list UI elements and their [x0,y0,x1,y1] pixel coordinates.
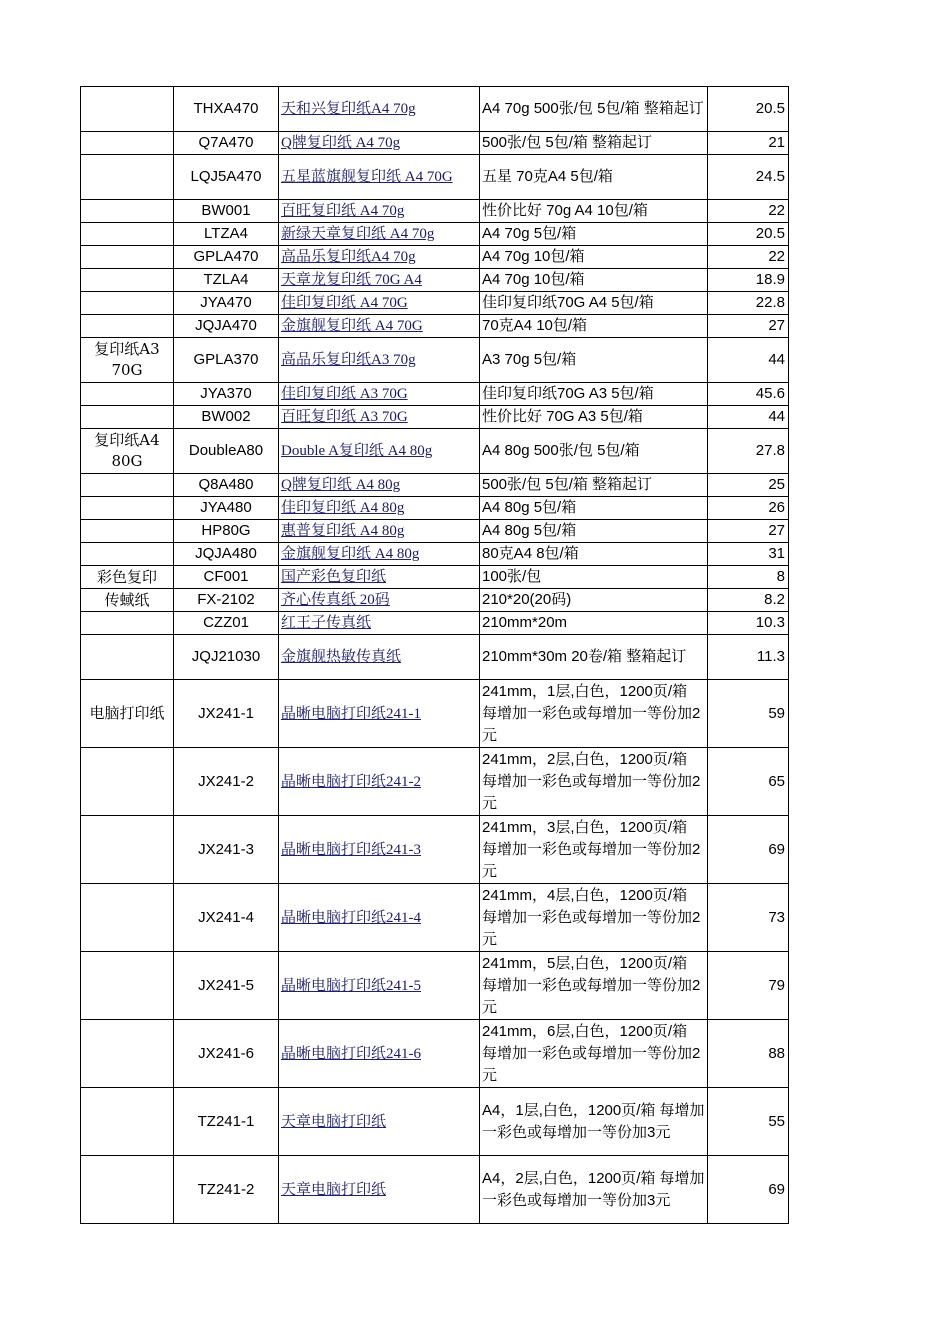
category-cell [81,223,174,246]
product-code-cell: TZ241-1 [174,1088,279,1156]
product-name-link[interactable] [279,155,480,200]
category-cell [81,884,174,952]
table-row [81,520,789,543]
price-cell: 20.5 [708,223,789,246]
price-cell: 22 [708,200,789,223]
table-row [81,1156,789,1224]
product-name-link[interactable] [279,543,480,566]
table-row [81,200,789,223]
product-name-link[interactable] [279,223,480,246]
product-name-link[interactable] [279,680,480,748]
product-code-cell: LTZA4 [174,223,279,246]
table-row [81,497,789,520]
spec-cell: 241mm，1层,白色，1200页/箱 每增加一彩色或每增加一等份加2元 [480,680,708,748]
product-code-cell: JX241-3 [174,816,279,884]
spec-cell: 210*20(20码) [480,589,708,612]
product-name-text[interactable]: 百旺复印纸 A3 70G [281,409,408,425]
product-code-cell: Q7A470 [174,132,279,155]
category-cell [81,292,174,315]
spec-cell: 70克A4 10包/箱 [480,315,708,338]
category-cell: 复印纸A3 70G [81,338,174,383]
spec-cell: 210mm*20m [480,612,708,635]
product-name-text[interactable]: 天章电脑打印纸 [281,1113,387,1130]
price-cell: 73 [708,884,789,952]
spec-cell: 241mm，2层,白色，1200页/箱 每增加一彩色或每增加一等份加2元 [480,748,708,816]
spec-cell: 241mm，6层,白色，1200页/箱 每增加一彩色或每增加一等份加2元 [480,1020,708,1088]
product-name-link[interactable] [279,200,480,223]
price-cell: 44 [708,406,789,429]
product-code-cell: THXA470 [174,87,279,132]
price-table [80,86,789,1224]
category-cell: 电脑打印纸 [81,680,174,748]
price-cell: 18.9 [708,269,789,292]
table-row [81,589,789,612]
price-cell: 22.8 [708,292,789,315]
category-cell [81,155,174,200]
category-cell [81,543,174,566]
product-code-cell: JX241-5 [174,952,279,1020]
category-cell [81,1156,174,1224]
product-code-cell: JQJA480 [174,543,279,566]
product-name-link[interactable] [279,246,480,269]
table-row [81,1088,789,1156]
table-row [81,612,789,635]
table-row [81,635,789,680]
product-name-text[interactable]: 金旗舰复印纸 A4 70G [281,318,423,334]
spec-cell: A4 70g 500张/包 5包/箱 整箱起订 [480,87,708,132]
category-cell: 复印纸A4 80G [81,429,174,474]
product-name-text[interactable]: 国产彩色复印纸 [281,569,387,585]
category-cell [81,1020,174,1088]
product-name-text[interactable]: 高品乐复印纸A3 70g [281,352,416,368]
product-code-cell: BW001 [174,200,279,223]
product-code-cell: GPLA470 [174,246,279,269]
product-name-text[interactable]: 齐心传真纸 20码 [281,592,390,608]
category-cell [81,816,174,884]
category-cell [81,200,174,223]
product-name-text[interactable]: 天章龙复印纸 70G A4 [281,272,422,288]
product-code-cell: JYA470 [174,292,279,315]
product-code-cell: BW002 [174,406,279,429]
price-cell: 59 [708,680,789,748]
product-code-cell: JQJA470 [174,315,279,338]
category-cell [81,497,174,520]
product-code-cell: Q8A480 [174,474,279,497]
price-cell: 65 [708,748,789,816]
product-name-link[interactable] [279,338,480,383]
spec-cell: 100张/包 [480,566,708,589]
category-cell [81,87,174,132]
spec-cell: 佳印复印纸70G A3 5包/箱 [480,383,708,406]
price-cell: 24.5 [708,155,789,200]
price-cell: 27.8 [708,429,789,474]
table-row [81,406,789,429]
spec-cell: 241mm，4层,白色，1200页/箱 每增加一彩色或每增加一等份加2元 [480,884,708,952]
product-code-cell: TZLA4 [174,269,279,292]
product-name-text[interactable]: 五星蓝旗舰复印纸 A4 70G [281,169,453,185]
category-cell [81,952,174,1020]
table-row [81,952,789,1020]
table-row [81,223,789,246]
category-cell [81,1088,174,1156]
category-cell [81,520,174,543]
product-name-text[interactable]: Double A复印纸 A4 80g [281,443,433,459]
spec-cell: 性价比好 70g A4 10包/箱 [480,200,708,223]
price-cell: 22 [708,246,789,269]
table-row [81,474,789,497]
spec-cell: 80克A4 8包/箱 [480,543,708,566]
product-name-link[interactable] [279,497,480,520]
product-name-text[interactable]: 高品乐复印纸A4 70g [281,249,416,265]
product-name-link[interactable] [279,748,480,816]
product-name-link[interactable] [279,1088,480,1156]
spec-cell: A4，1层,白色，1200页/箱 每增加一彩色或每增加一等份加3元 [480,1088,708,1156]
spec-cell: A4 80g 500张/包 5包/箱 [480,429,708,474]
spec-cell: A4 80g 5包/箱 [480,497,708,520]
product-code-cell: LQJ5A470 [174,155,279,200]
category-cell: 彩色复印 [81,566,174,589]
spec-cell: 五星 70克A4 5包/箱 [480,155,708,200]
table-row [81,269,789,292]
category-cell [81,474,174,497]
spec-cell: 241mm，3层,白色，1200页/箱 每增加一彩色或每增加一等份加2元 [480,816,708,884]
price-cell: 25 [708,474,789,497]
product-code-cell: TZ241-2 [174,1156,279,1224]
product-code-cell: HP80G [174,520,279,543]
spec-cell: A3 70g 5包/箱 [480,338,708,383]
product-code-cell: JX241-4 [174,884,279,952]
category-cell [81,406,174,429]
product-name-link[interactable] [279,315,480,338]
product-code-cell: CZZ01 [174,612,279,635]
product-name-text[interactable]: 金旗舰复印纸 A4 80g [281,546,420,562]
table-row [81,429,789,474]
price-cell: 8.2 [708,589,789,612]
product-code-cell: CF001 [174,566,279,589]
price-cell: 27 [708,520,789,543]
product-name-link[interactable] [279,292,480,315]
product-code-cell: JYA480 [174,497,279,520]
product-name-link[interactable] [279,612,480,635]
product-name-text[interactable]: 天章电脑打印纸 [281,1181,387,1198]
price-cell: 55 [708,1088,789,1156]
category-cell [81,383,174,406]
product-code-cell: JX241-2 [174,748,279,816]
spec-cell: A4 70g 5包/箱 [480,223,708,246]
table-row [81,292,789,315]
spec-cell: 210mm*30m 20卷/箱 整箱起订 [480,635,708,680]
category-cell [81,315,174,338]
table-row [81,383,789,406]
product-name-link[interactable] [279,474,480,497]
price-cell: 31 [708,543,789,566]
product-name-text[interactable]: 佳印复印纸 A4 80g [281,500,405,516]
product-name-text[interactable]: 新绿天章复印纸 A4 70g [281,226,435,242]
price-cell: 45.6 [708,383,789,406]
price-cell: 8 [708,566,789,589]
product-name-link[interactable] [279,406,480,429]
product-name-link[interactable] [279,1156,480,1224]
product-name-text[interactable]: 惠普复印纸 A4 80g [281,523,405,539]
category-cell [81,612,174,635]
product-name-text[interactable]: Q牌复印纸 A4 70g [281,135,401,151]
product-code-cell: JX241-1 [174,680,279,748]
price-cell: 27 [708,315,789,338]
table-row [81,132,789,155]
product-name-link[interactable] [279,884,480,952]
price-cell: 69 [708,1156,789,1224]
table-row [81,566,789,589]
spec-cell: 佳印复印纸70G A4 5包/箱 [480,292,708,315]
table-row [81,1020,789,1088]
spec-cell: 241mm，5层,白色，1200页/箱 每增加一彩色或每增加一等份加2元 [480,952,708,1020]
product-name-link[interactable] [279,635,480,680]
product-name-text[interactable]: 晶晰电脑打印纸241-2 [281,773,421,790]
product-name-text[interactable]: 金旗舰热敏传真纸 [281,649,402,665]
product-name-text[interactable]: 红王子传真纸 [281,615,372,631]
product-name-link[interactable] [279,269,480,292]
table-row [81,680,789,748]
spec-cell: A4 70g 10包/箱 [480,269,708,292]
category-cell: 传蜮纸 [81,589,174,612]
price-cell: 69 [708,816,789,884]
product-name-link[interactable] [279,1020,480,1088]
product-name-link[interactable] [279,520,480,543]
table-row [81,338,789,383]
product-code-cell: DoubleA80 [174,429,279,474]
category-cell [81,132,174,155]
product-name-text[interactable]: 百旺复印纸 A4 70g [281,203,405,219]
product-name-text[interactable]: 晶晰电脑打印纸241-6 [281,1045,421,1062]
price-cell: 88 [708,1020,789,1088]
category-cell [81,635,174,680]
product-name-link[interactable] [279,429,480,474]
product-name-text[interactable]: 晶晰电脑打印纸241-5 [281,977,421,994]
product-code-cell: JYA370 [174,383,279,406]
price-cell: 11.3 [708,635,789,680]
product-name-text[interactable]: 佳印复印纸 A3 70G [281,386,408,402]
price-cell: 79 [708,952,789,1020]
price-cell: 20.5 [708,87,789,132]
price-table-body [81,87,789,1224]
table-row [81,87,789,132]
product-name-text[interactable]: 晶晰电脑打印纸241-3 [281,841,421,858]
table-row [81,748,789,816]
product-name-link[interactable] [279,566,480,589]
spec-cell: A4 80g 5包/箱 [480,520,708,543]
table-row [81,816,789,884]
spec-cell: A4 70g 10包/箱 [480,246,708,269]
spec-cell: 500张/包 5包/箱 整箱起订 [480,474,708,497]
table-row [81,543,789,566]
category-cell [81,269,174,292]
price-cell: 21 [708,132,789,155]
product-name-text[interactable]: 晶晰电脑打印纸241-4 [281,909,421,926]
product-name-text[interactable]: Q牌复印纸 A4 80g [281,477,401,493]
product-name-link[interactable] [279,952,480,1020]
price-cell: 10.3 [708,612,789,635]
table-row [81,155,789,200]
spec-cell: A4，2层,白色，1200页/箱 每增加一彩色或每增加一等份加3元 [480,1156,708,1224]
product-name-link[interactable] [279,87,480,132]
product-name-text[interactable]: 佳印复印纸 A4 70G [281,295,408,311]
table-row [81,246,789,269]
table-row [81,315,789,338]
table-row [81,884,789,952]
product-code-cell: GPLA370 [174,338,279,383]
price-cell: 44 [708,338,789,383]
product-name-link[interactable] [279,589,480,612]
product-code-cell: JQJ21030 [174,635,279,680]
product-name-link[interactable] [279,383,480,406]
spec-cell: 500张/包 5包/箱 整箱起订 [480,132,708,155]
product-code-cell: JX241-6 [174,1020,279,1088]
price-cell: 26 [708,497,789,520]
category-cell [81,246,174,269]
product-name-link[interactable] [279,132,480,155]
category-cell [81,748,174,816]
product-code-cell: FX-2102 [174,589,279,612]
product-name-text[interactable]: 天和兴复印纸A4 70g [281,101,416,117]
product-name-text[interactable]: 晶晰电脑打印纸241-1 [281,705,421,722]
spec-cell: 性价比好 70G A3 5包/箱 [480,406,708,429]
product-name-link[interactable] [279,816,480,884]
